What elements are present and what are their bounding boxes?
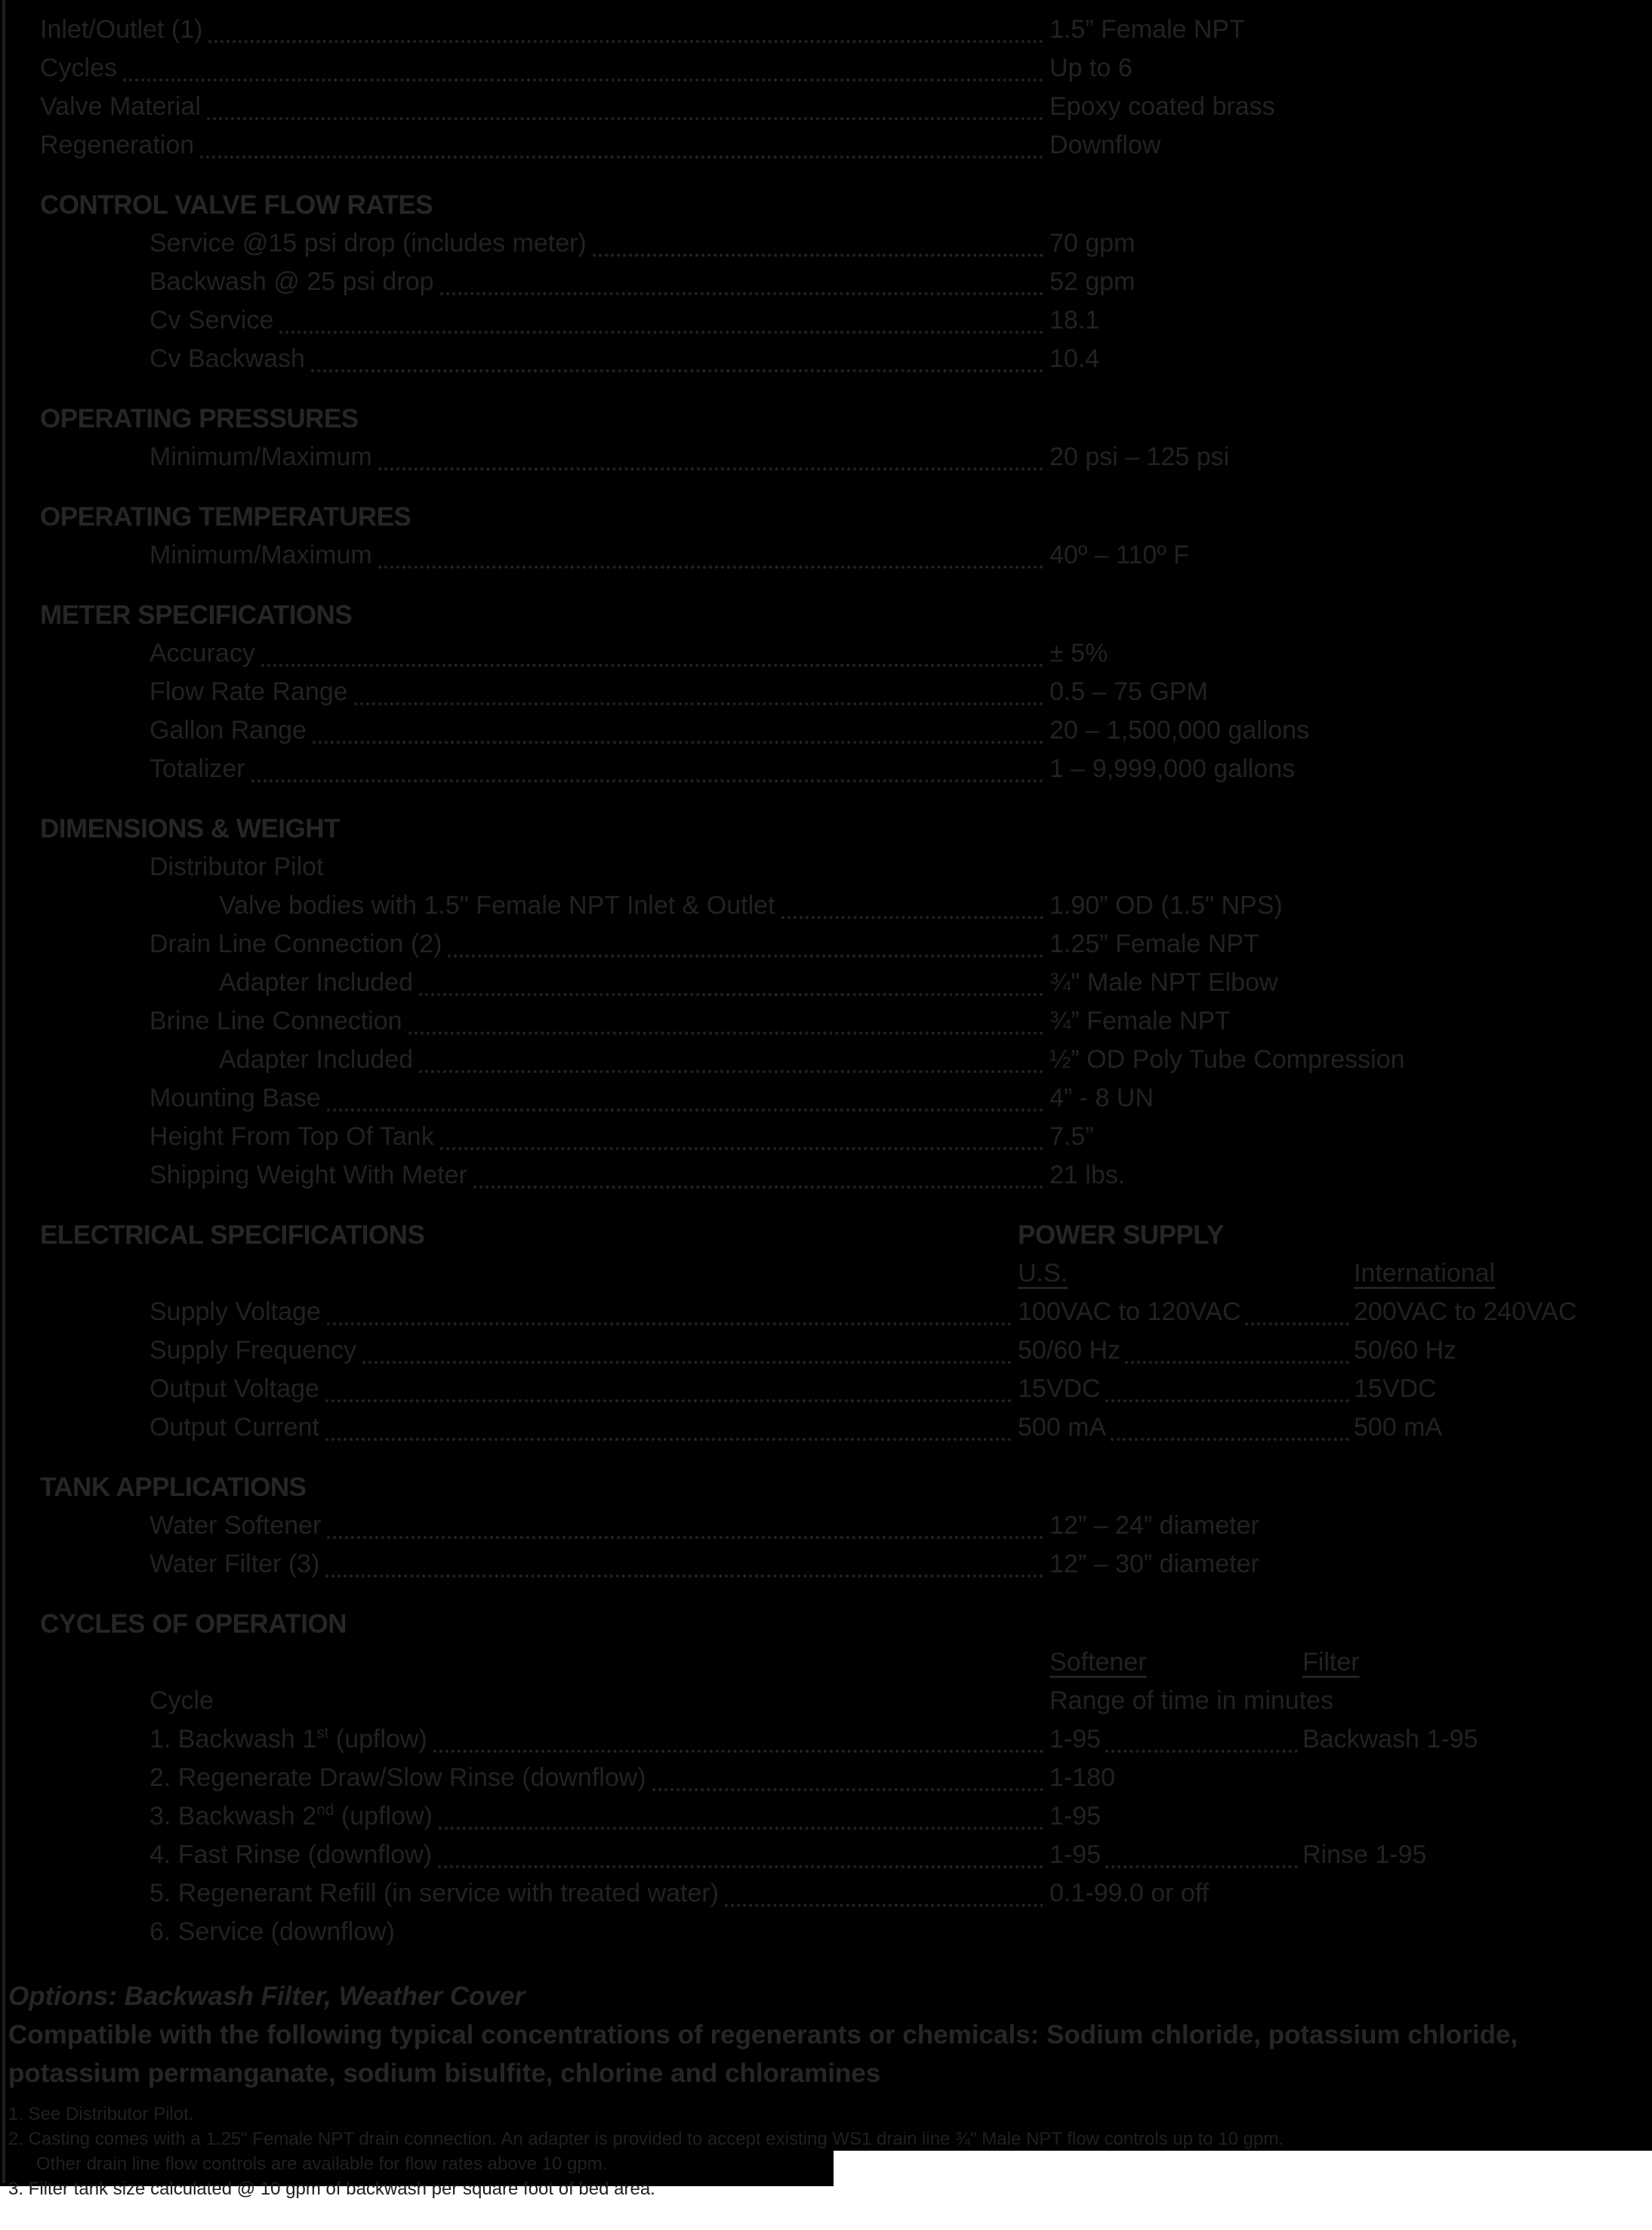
spec-value: ¾” Female NPT: [1049, 1007, 1231, 1035]
spec-label: Inlet/Outlet (1): [40, 15, 203, 44]
cycles-column-headers: [40, 1643, 1610, 1682]
spec-value: 18.1: [1049, 306, 1100, 335]
spec-row: [40, 1041, 1610, 1079]
power-supply-title: POWER SUPPLY: [1018, 1220, 1224, 1250]
spec-label: Adapter Included: [219, 1045, 414, 1074]
us-column-header: U.S.: [1018, 1259, 1068, 1288]
dot-leader: [311, 347, 1043, 372]
section-title: CONTROL VALVE FLOW RATES: [40, 190, 433, 220]
spec-row: [40, 1118, 1610, 1156]
spec-row: [40, 438, 1610, 477]
section-operating-pressures: [40, 399, 1610, 477]
spec-label: Height From Top Of Tank: [149, 1122, 434, 1151]
dot-leader: [378, 543, 1043, 569]
spec-label: Distributor Pilot: [149, 853, 324, 881]
dot-leader: [1125, 1338, 1349, 1364]
spec-row: [40, 750, 1610, 788]
spec-row: [40, 887, 1610, 925]
spec-row: [40, 1156, 1610, 1195]
electrical-column-headers: [40, 1254, 1610, 1293]
spec-row: [40, 536, 1610, 575]
spec-row: [40, 1507, 1610, 1545]
dot-leader: [440, 1124, 1043, 1150]
spec-row: [40, 964, 1610, 1002]
cycle-row: [40, 1836, 1610, 1874]
footer-block: [8, 1977, 1610, 2201]
spec-value: 40º – 110º F: [1049, 541, 1189, 569]
cycle-name: 1. Backwash 1st (upflow): [149, 1724, 427, 1753]
spec-label: Totalizer: [149, 754, 245, 783]
spec-value: ½” OD Poly Tube Compression: [1049, 1045, 1405, 1074]
section-cycles-of-operation: [40, 1605, 1610, 1951]
section-meter-specifications: [40, 596, 1610, 788]
spec-value: 1.25” Female NPT: [1049, 930, 1259, 958]
softener-value: 1-180: [1049, 1763, 1115, 1792]
dot-leader: [440, 270, 1043, 295]
section-title: OPERATING TEMPERATURES: [40, 501, 411, 532]
footnote: 2. Casting comes with a 1.25" Female NPT drain connection. An adapter is provided to accept existing WS1 drain line ¾" Male NPT flow controls up to 10 gpm.: [8, 2129, 1284, 2149]
cycle-name: 6. Service (downflow): [149, 1917, 396, 1946]
spec-value: 7.5”: [1049, 1122, 1094, 1151]
cycle-row: [40, 1913, 1610, 1951]
dot-leader: [433, 1727, 1043, 1753]
range-label: Range of time in minutes: [1049, 1686, 1334, 1715]
section-electrical-specifications: [40, 1216, 1610, 1447]
spec-value: 12” – 24” diameter: [1049, 1511, 1259, 1540]
spec-label: Supply Voltage: [149, 1297, 321, 1326]
spec-label: Valve Material: [40, 92, 201, 121]
spec-row: [40, 263, 1610, 301]
dot-leader: [325, 1415, 1012, 1441]
filter-value: Rinse 1-95: [1302, 1840, 1427, 1869]
spec-value: 21 lbs.: [1049, 1161, 1126, 1189]
dot-leader: [408, 1009, 1043, 1035]
cycle-row: [40, 1874, 1610, 1913]
dot-leader: [1105, 1843, 1298, 1868]
spec-value: Epoxy coated brass: [1049, 92, 1275, 121]
spec-label: Flow Rate Range: [149, 677, 348, 706]
dot-leader: [448, 932, 1043, 958]
spec-value: 52 gpm: [1049, 267, 1136, 296]
spec-label: Cycles: [40, 54, 118, 82]
spec-row: [40, 224, 1610, 263]
section-control-valve-flow-rates: [40, 186, 1610, 378]
spec-row: [40, 1331, 1610, 1370]
cycle-row: [40, 1759, 1610, 1797]
spec-row: [40, 88, 1610, 126]
cycle-name: 4. Fast Rinse (downflow): [149, 1840, 433, 1869]
cycles-subheader-row: [40, 1682, 1610, 1720]
dot-leader: [593, 231, 1043, 257]
international-column-header: International: [1354, 1259, 1496, 1288]
dot-leader: [781, 893, 1044, 919]
softener-value: 0.1-99.0 or off: [1049, 1879, 1210, 1908]
spec-row: [40, 11, 1610, 49]
footnote: 3. Filter tank size calculated @ 10 gpm of backwash per square foot of bed area.: [8, 2179, 655, 2199]
spec-label: Output Voltage: [149, 1374, 319, 1403]
cycle-row: [40, 1797, 1610, 1836]
dot-leader: [378, 445, 1043, 470]
spec-label: Gallon Range: [149, 716, 307, 745]
filter-value: Backwash 1-95: [1302, 1725, 1478, 1753]
spec-value: 12” – 30” diameter: [1049, 1550, 1259, 1578]
cycle-row: [40, 1720, 1610, 1759]
spec-label: Shipping Weight With Meter: [149, 1161, 467, 1189]
dot-leader: [251, 757, 1043, 782]
spec-value: 20 – 1,500,000 gallons: [1049, 716, 1310, 745]
dot-leader: [438, 1843, 1043, 1868]
spec-label: Backwash @ 25 psi drop: [149, 267, 434, 296]
spec-row: [40, 49, 1610, 88]
dot-leader: [473, 1163, 1043, 1189]
footnote-continuation: Other drain line flow controls are available for flow rates above 10 gpm.: [36, 2154, 608, 2174]
section-title: TANK APPLICATIONS: [40, 1472, 307, 1502]
softener-value: 1-95: [1049, 1725, 1102, 1753]
dot-leader: [123, 56, 1043, 82]
dot-leader: [327, 1300, 1012, 1325]
us-value: 50/60 Hz: [1018, 1336, 1121, 1365]
dot-leader: [208, 17, 1043, 43]
spec-row: [40, 848, 1610, 887]
section-title: OPERATING PRESSURES: [40, 403, 359, 433]
dot-leader: [1111, 1415, 1349, 1441]
cycle-name: 3. Backwash 2nd (upflow): [149, 1801, 433, 1831]
spec-label: Output Current: [149, 1413, 319, 1442]
spec-label: Supply Frequency: [149, 1336, 357, 1365]
spec-value: 1.90” OD (1.5" NPS): [1049, 891, 1283, 920]
spec-row: [40, 925, 1610, 964]
spec-label: Cv Service: [149, 306, 274, 335]
dot-leader: [207, 94, 1043, 120]
dot-leader: [419, 1047, 1043, 1073]
international-value: 15VDC: [1354, 1374, 1437, 1403]
compatibility-text: Compatible with the following typical concentrations of regenerants or chemicals: Sodium chloride, potassium chloride, potassium permanganate, sodium bisulfite, chlorine and chloramines: [8, 2020, 1518, 2088]
section-dimensions-weight: [40, 810, 1610, 1195]
us-value: 100VAC to 120VAC: [1018, 1297, 1241, 1326]
softener-column-header: Softener: [1049, 1648, 1147, 1676]
spec-row: [40, 1408, 1610, 1447]
spec-row: [40, 1002, 1610, 1041]
electrical-header-row: [40, 1216, 1610, 1254]
dot-leader: [725, 1881, 1043, 1907]
spec-label: Accuracy: [149, 639, 255, 668]
footnote: 1. See Distributor Pilot.: [8, 2104, 194, 2124]
dot-leader: [1105, 1727, 1298, 1753]
spec-label: Valve bodies with 1.5" Female NPT Inlet & Outlet: [219, 891, 775, 920]
international-value: 50/60 Hz: [1354, 1336, 1457, 1365]
spec-row: [40, 1370, 1610, 1408]
spec-row: [40, 1079, 1610, 1118]
spec-row: [40, 1545, 1610, 1584]
spec-label: Regeneration: [40, 131, 195, 159]
dot-leader: [1105, 1377, 1349, 1402]
spec-label: Drain Line Connection (2): [149, 930, 442, 958]
us-value: 500 mA: [1018, 1413, 1107, 1442]
section-operating-temperatures: [40, 498, 1610, 575]
section-tank-applications: [40, 1468, 1610, 1584]
section-title: METER SPECIFICATIONS: [40, 600, 353, 630]
dot-leader: [327, 1513, 1043, 1539]
cycle-name: 2. Regenerate Draw/Slow Rinse (downflow): [149, 1763, 646, 1792]
spec-value: 0.5 – 75 GPM: [1049, 677, 1208, 706]
cycle-label: Cycle: [149, 1686, 214, 1715]
dot-leader: [325, 1552, 1043, 1578]
spec-label: Service @15 psi drop (includes meter): [149, 229, 587, 258]
dot-leader: [313, 718, 1043, 744]
dot-leader: [652, 1766, 1043, 1791]
section-title: CYCLES OF OPERATION: [40, 1608, 347, 1639]
dot-leader: [1245, 1300, 1349, 1325]
spec-row: [40, 340, 1610, 378]
spec-row: [40, 634, 1610, 673]
softener-value: 1-95: [1049, 1802, 1102, 1831]
section-title: DIMENSIONS & WEIGHT: [40, 813, 340, 844]
dot-leader: [200, 133, 1043, 159]
spec-row: [40, 673, 1610, 711]
spec-row: [40, 711, 1610, 750]
spec-value: 20 psi – 125 psi: [1049, 443, 1230, 471]
spec-row: [40, 301, 1610, 340]
dot-leader: [327, 1086, 1043, 1112]
dot-leader: [419, 970, 1043, 996]
spec-label: Brine Line Connection: [149, 1007, 402, 1035]
dot-leader: [325, 1377, 1012, 1402]
filter-column-header: Filter: [1302, 1648, 1360, 1676]
spec-label: Water Softener: [149, 1511, 322, 1540]
softener-value: 1-95: [1049, 1840, 1102, 1869]
dot-leader: [439, 1804, 1043, 1830]
international-value: 200VAC to 240VAC: [1354, 1297, 1577, 1326]
spec-value: 1 – 9,999,000 gallons: [1049, 754, 1296, 783]
dot-leader: [354, 680, 1043, 705]
spec-value: 4” - 8 UN: [1049, 1084, 1154, 1112]
spec-label: Water Filter (3): [149, 1550, 320, 1578]
spec-label: Mounting Base: [149, 1084, 321, 1112]
spec-row: [40, 1293, 1610, 1331]
us-value: 15VDC: [1018, 1374, 1101, 1403]
options-line: Options: Backwash Filter, Weather Cover: [8, 1982, 525, 2011]
spec-value: Up to 6: [1049, 54, 1133, 82]
international-value: 500 mA: [1354, 1413, 1443, 1442]
section-title: ELECTRICAL SPECIFICATIONS: [40, 1220, 425, 1250]
cycle-name: 5. Regenerant Refill (in service with treated water): [149, 1879, 719, 1908]
dot-leader: [362, 1338, 1012, 1364]
spec-label: Cv Backwash: [149, 344, 305, 373]
footnotes: [8, 2102, 1610, 2201]
spec-value: 1.5” Female NPT: [1049, 15, 1245, 44]
spec-label: Minimum/Maximum: [149, 443, 372, 471]
spec-value: 70 gpm: [1049, 229, 1136, 258]
dot-leader: [261, 641, 1043, 667]
spec-label: Minimum/Maximum: [149, 541, 372, 569]
spec-value: ¾" Male NPT Elbow: [1049, 968, 1278, 997]
spec-value: ± 5%: [1049, 639, 1108, 668]
spec-label: Adapter Included: [219, 968, 414, 997]
dot-leader: [279, 308, 1043, 334]
spec-value: 10.4: [1049, 344, 1100, 373]
spec-value: Downflow: [1049, 131, 1161, 159]
spec-row: [40, 126, 1610, 165]
